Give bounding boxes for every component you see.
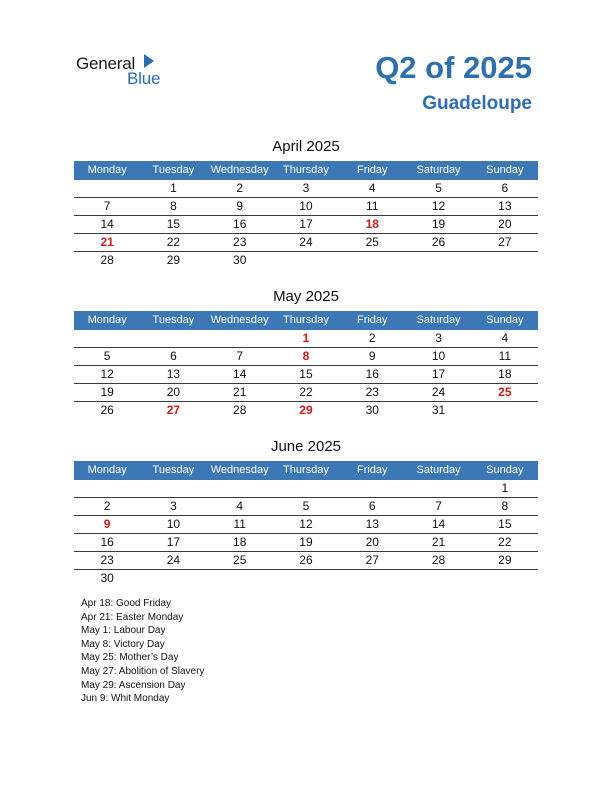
day-cell: 17 [431, 367, 446, 381]
month-title: April 2025 [272, 138, 340, 155]
day-cell: 8 [501, 499, 509, 513]
day-cell: 25 [365, 235, 379, 249]
day-cell: 3 [435, 331, 442, 345]
day-cell: 5 [302, 499, 310, 513]
day-cell: 1 [501, 481, 509, 495]
day-cell [74, 480, 140, 497]
day-cell: 24 [166, 553, 181, 567]
day-cell [74, 180, 140, 197]
day-cell: 22 [498, 535, 512, 549]
week-row [74, 570, 538, 587]
day-cell: 15 [166, 217, 181, 231]
day-cell: 22 [166, 235, 181, 249]
day-cell: 31 [431, 403, 446, 417]
holiday-note: May 1: Labour Day [81, 625, 166, 637]
week-row [74, 234, 538, 252]
day-cell: 2 [236, 181, 244, 195]
holiday-list [81, 597, 204, 706]
day-cell: 7 [435, 499, 442, 513]
day-cell: 14 [100, 217, 114, 231]
day-cell: 21 [431, 535, 446, 549]
weekday-label: Thursday [283, 314, 329, 326]
weekday-label: Tuesday [152, 314, 195, 326]
day-cell: 7 [236, 349, 244, 363]
day-cell: 28 [233, 403, 247, 417]
day-cell: 13 [365, 517, 379, 531]
day-cell: 10 [431, 349, 446, 363]
day-cell: 13 [498, 199, 512, 213]
day-cell: 20 [365, 535, 379, 549]
company-logo [76, 52, 186, 92]
day-cell: 26 [100, 403, 114, 417]
day-cell: 24 [299, 235, 313, 249]
day-cell: 4 [501, 331, 509, 345]
weekday-label: Wednesday [210, 464, 269, 476]
week-row [74, 552, 538, 570]
day-cell: 3 [302, 181, 310, 195]
day-cell: 6 [368, 499, 376, 513]
day-cell: 20 [166, 385, 181, 399]
month-calendar [74, 287, 538, 419]
day-cell: 14 [431, 517, 446, 531]
day-cell [273, 480, 339, 497]
day-cell: 28 [431, 553, 446, 567]
day-cell: 29 [498, 553, 512, 567]
day-cell: 28 [100, 253, 114, 267]
day-cell [74, 330, 140, 347]
day-cell [273, 252, 339, 269]
holiday-note: Apr 18: Good Friday [81, 598, 172, 609]
day-cell: 21 [233, 385, 247, 399]
day-cell [140, 570, 206, 587]
day-cell [472, 402, 538, 419]
week-row [74, 252, 538, 269]
holiday-note: Apr 21: Easter Monday [81, 611, 184, 623]
holiday-note: May 25: Mother’s Day [81, 652, 179, 664]
day-cell [405, 480, 471, 497]
day-cell: 16 [100, 535, 114, 549]
day-cell: 20 [498, 217, 512, 231]
day-cell: 23 [365, 385, 379, 399]
day-cell: 30 [100, 571, 114, 585]
day-cell: 11 [498, 349, 512, 363]
week-row [74, 498, 538, 516]
month-grid [74, 480, 538, 587]
day-cell: 1 [170, 181, 177, 195]
day-cell: 2 [368, 331, 376, 345]
day-cell [405, 570, 471, 587]
day-cell: 14 [233, 367, 247, 381]
day-cell: 9 [236, 199, 244, 213]
holiday-note: Jun 9: Whit Monday [81, 693, 170, 705]
week-row [74, 216, 538, 234]
day-cell: 3 [170, 499, 177, 513]
weekday-header [74, 461, 538, 480]
day-cell: 9 [368, 349, 376, 363]
weekday-label: Thursday [283, 164, 329, 176]
week-row [74, 198, 538, 216]
weekday-label: Wednesday [210, 314, 269, 326]
day-cell: 18 [498, 367, 512, 381]
day-cell: 15 [299, 367, 313, 381]
week-row [74, 348, 538, 366]
holiday-day-cell: 25 [498, 385, 512, 399]
weekday-label: Saturday [416, 164, 461, 176]
weekday-header [74, 161, 538, 180]
weekday-label: Saturday [416, 464, 461, 476]
holiday-day-cell: 29 [299, 403, 313, 417]
day-cell: 26 [299, 553, 313, 567]
day-cell: 24 [431, 385, 446, 399]
weekday-label: Sunday [486, 314, 524, 326]
region-name: Guadeloupe [422, 93, 532, 114]
day-cell: 27 [365, 553, 379, 567]
holiday-note: May 29: Ascension Day [81, 679, 186, 691]
page-title: Q2 of 2025 [375, 50, 532, 85]
month-calendar [74, 437, 538, 587]
day-cell [207, 570, 273, 587]
week-row [74, 516, 538, 534]
day-cell: 16 [365, 367, 379, 381]
day-cell: 15 [498, 517, 512, 531]
holiday-day-cell: 21 [100, 235, 114, 249]
day-cell [273, 570, 339, 587]
day-cell: 6 [170, 349, 177, 363]
day-cell: 29 [166, 253, 181, 267]
day-cell: 6 [501, 181, 509, 195]
day-cell: 25 [233, 553, 247, 567]
week-row [74, 180, 538, 198]
holiday-note: May 27: Abolition of Slavery [81, 665, 205, 677]
holiday-day-cell: 18 [365, 217, 379, 231]
day-cell: 5 [435, 181, 442, 195]
day-cell: 11 [233, 517, 246, 531]
day-cell [472, 252, 538, 269]
day-cell: 10 [299, 199, 313, 213]
holiday-day-cell: 1 [302, 331, 310, 345]
day-cell: 13 [166, 367, 181, 381]
day-cell [207, 330, 273, 347]
weekday-label: Friday [356, 464, 388, 476]
day-cell: 26 [431, 235, 446, 249]
day-cell: 18 [233, 535, 247, 549]
day-cell: 5 [103, 349, 111, 363]
day-cell: 8 [170, 199, 177, 213]
holiday-day-cell: 27 [166, 403, 181, 417]
day-cell [339, 570, 405, 587]
week-row [74, 480, 538, 498]
weekday-label: Thursday [283, 464, 329, 476]
day-cell [140, 480, 206, 497]
logo-flag-icon [144, 54, 154, 68]
day-cell: 10 [166, 517, 181, 531]
week-row [74, 534, 538, 552]
weekday-label: Friday [356, 314, 388, 326]
day-cell: 12 [431, 199, 446, 213]
weekday-label: Saturday [416, 314, 461, 326]
day-cell: 27 [498, 235, 512, 249]
day-cell: 19 [100, 385, 114, 399]
weekday-label: Tuesday [152, 164, 195, 176]
day-cell: 16 [233, 217, 247, 231]
weekday-label: Sunday [486, 464, 524, 476]
day-cell: 19 [299, 535, 313, 549]
day-cell: 22 [299, 385, 313, 399]
day-cell: 19 [431, 217, 446, 231]
week-row [74, 330, 538, 348]
holiday-day-cell: 9 [103, 517, 111, 531]
weekday-label: Monday [87, 464, 127, 476]
logo-text-general: General [76, 54, 136, 73]
month-calendar [74, 137, 538, 269]
weekday-header [74, 311, 538, 330]
holiday-day-cell: 8 [302, 349, 310, 363]
day-cell: 23 [233, 235, 247, 249]
day-cell [339, 480, 405, 497]
weekday-label: Monday [87, 164, 127, 176]
month-grid [74, 330, 538, 419]
day-cell: 30 [233, 253, 247, 267]
weekday-label: Friday [356, 164, 388, 176]
day-cell [339, 252, 405, 269]
day-cell [207, 480, 273, 497]
weekday-label: Sunday [486, 164, 524, 176]
weekday-label: Monday [87, 314, 127, 326]
day-cell [472, 570, 538, 587]
week-row [74, 402, 538, 419]
week-row [74, 366, 538, 384]
day-cell: 7 [103, 199, 111, 213]
day-cell: 4 [368, 181, 376, 195]
weekday-label: Tuesday [152, 464, 195, 476]
week-row [74, 384, 538, 402]
day-cell: 11 [366, 199, 379, 213]
holiday-note: May 8: Victory Day [81, 638, 165, 650]
day-cell [140, 330, 206, 347]
weekday-label: Wednesday [210, 164, 269, 176]
day-cell [405, 252, 471, 269]
month-grid [74, 180, 538, 269]
day-cell: 17 [299, 217, 313, 231]
day-cell: 4 [236, 499, 244, 513]
month-title: June 2025 [270, 438, 342, 455]
day-cell: 12 [100, 367, 114, 381]
month-title: May 2025 [273, 288, 339, 305]
day-cell: 23 [100, 553, 114, 567]
logo-text-blue: Blue [127, 69, 161, 88]
day-cell: 12 [299, 517, 313, 531]
day-cell: 17 [166, 535, 181, 549]
day-cell: 30 [365, 403, 379, 417]
day-cell: 2 [103, 499, 111, 513]
